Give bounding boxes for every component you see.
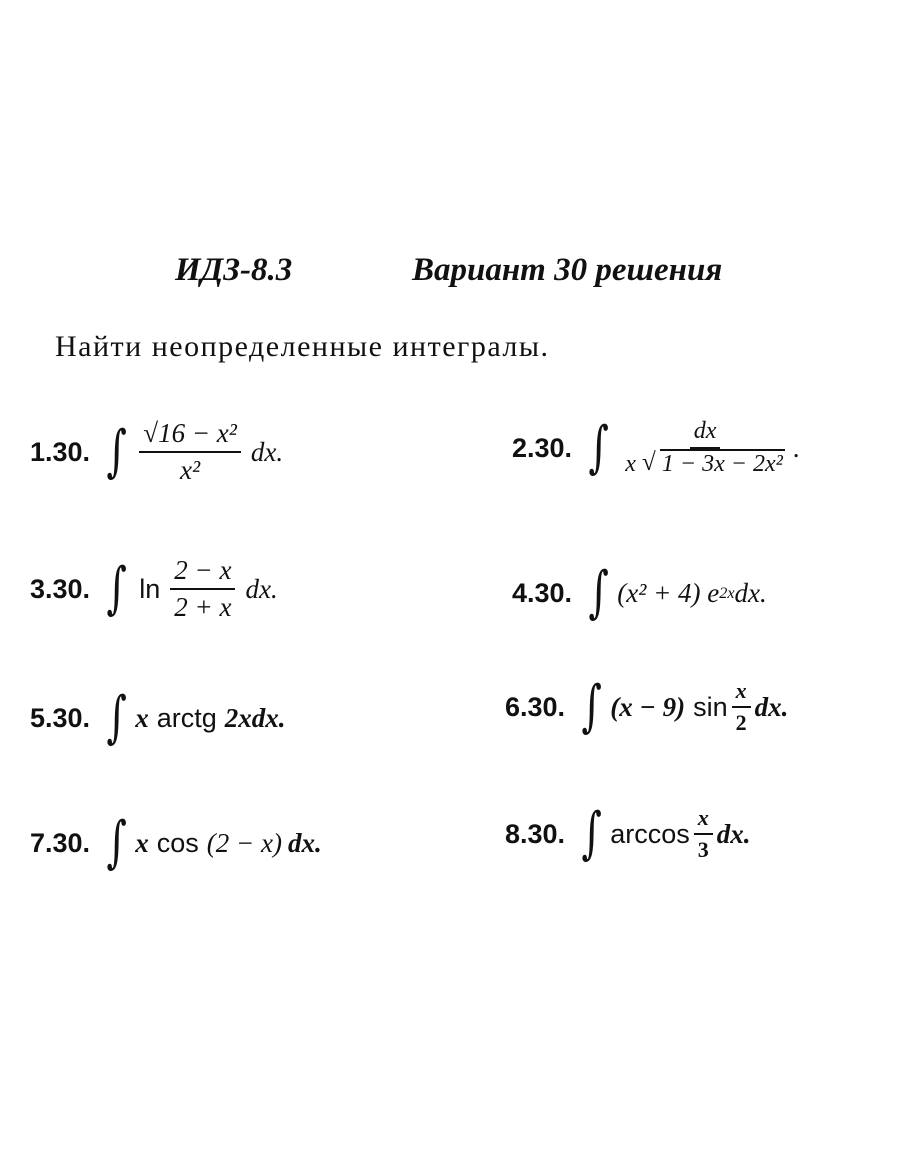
radicand: 1 − 3x − 2x² — [661, 451, 783, 477]
integral-sign-icon: ∫ — [106, 556, 127, 621]
integral-sign-icon: ∫ — [588, 415, 609, 480]
problem-number: 6.30. — [505, 691, 566, 722]
denominator: 2 — [735, 710, 747, 735]
problem-6 — [505, 674, 789, 739]
fraction — [732, 678, 751, 736]
problem-8 — [505, 801, 751, 866]
function-name: arctg — [156, 702, 217, 733]
numerator: x — [694, 805, 713, 835]
integral-sign-icon: ∫ — [106, 419, 127, 484]
differential: 2xdx. — [224, 702, 286, 733]
problem-3 — [30, 555, 278, 623]
problem-number: 8.30. — [505, 818, 566, 849]
denominator-prefix: x — [625, 451, 636, 477]
numerator: √16 − x² — [139, 418, 241, 453]
fraction — [621, 418, 789, 478]
expression: x — [135, 702, 149, 733]
function-name: cos — [156, 827, 199, 858]
square-root — [642, 451, 785, 478]
fraction — [139, 418, 241, 486]
denominator: x² — [180, 455, 201, 485]
function-name: arccos — [610, 818, 690, 849]
problem-5 — [30, 685, 286, 750]
problem-2 — [512, 415, 800, 480]
differential: dx. — [250, 436, 284, 467]
fraction — [694, 805, 713, 863]
problem-number: 4.30. — [512, 577, 573, 608]
integral-sign-icon: ∫ — [581, 801, 602, 866]
problem-4: 4.30. ∫ (x² + 4) e 2x dx. — [512, 560, 767, 625]
differential: dx. — [754, 691, 789, 722]
argument: (2 − x) — [206, 827, 282, 858]
problem-number: 1.30. — [30, 436, 91, 467]
period: . — [792, 432, 800, 463]
denominator: 3 — [697, 837, 709, 862]
expression: x — [135, 827, 149, 858]
differential: dx. — [245, 573, 278, 604]
differential: dx. — [716, 818, 751, 849]
integral-sign-icon: ∫ — [106, 810, 127, 875]
numerator: 2 − x — [170, 555, 235, 590]
differential: dx. — [734, 577, 767, 608]
integral-sign-icon: ∫ — [581, 674, 602, 739]
function-name: ln — [139, 573, 161, 604]
function-name: sin — [693, 691, 728, 722]
expression: (x² + 4) e — [617, 577, 720, 608]
problem-1 — [30, 418, 283, 486]
instruction-text: Найти неопределенные интегралы. — [55, 330, 550, 363]
problem-7 — [30, 810, 322, 875]
problem-number: 5.30. — [30, 702, 91, 733]
denominator — [621, 449, 789, 478]
numerator: dx — [690, 418, 721, 449]
problem-number: 3.30. — [30, 573, 91, 604]
fraction — [170, 555, 235, 623]
expression: (x − 9) — [610, 691, 686, 722]
numerator: x — [732, 678, 751, 708]
denominator: 2 + x — [174, 592, 232, 622]
problem-number: 2.30. — [512, 432, 573, 463]
integral-sign-icon: ∫ — [588, 560, 609, 625]
assignment-id: ИДЗ-8.3 — [175, 252, 293, 288]
integral-sign-icon: ∫ — [106, 685, 127, 750]
problem-number: 7.30. — [30, 827, 91, 858]
differential: dx. — [287, 827, 322, 858]
variant-title: Вариант 30 решения — [412, 252, 723, 288]
